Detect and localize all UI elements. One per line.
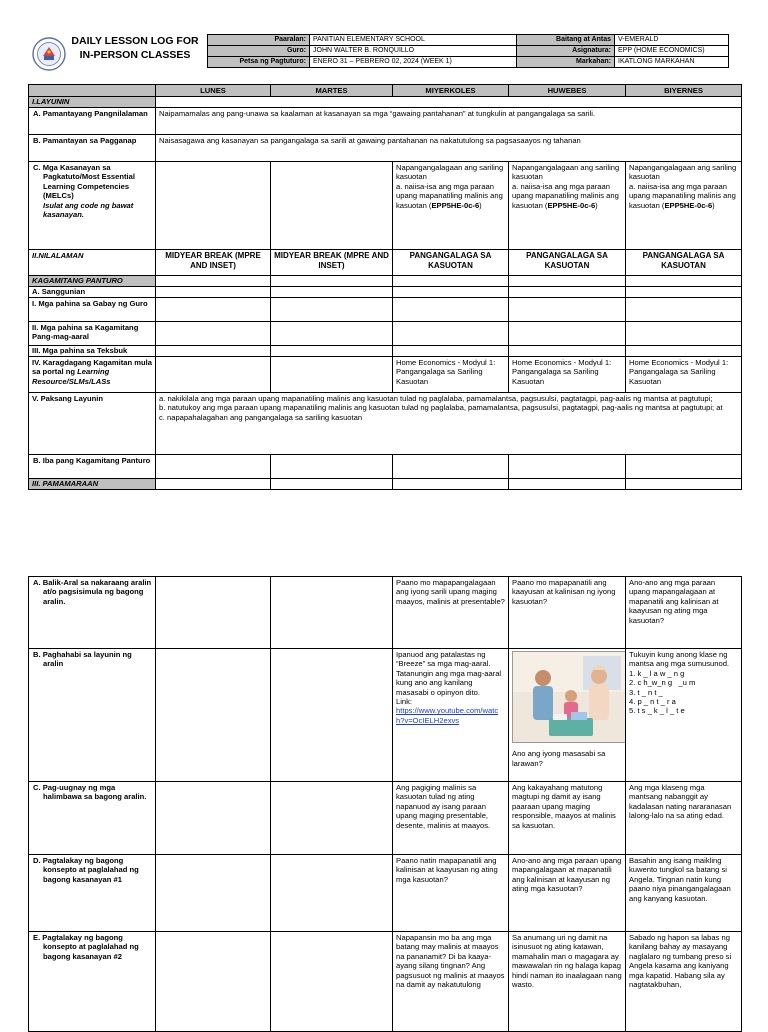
melc-text-end: ) (595, 200, 598, 210)
day-header-lunes: LUNES (156, 85, 271, 97)
mantsa-item-2: 2. c h_w_n g _u m (629, 678, 696, 688)
gabay-guro-label: I. Mga pahina sa Gabay ng Guro (29, 298, 156, 322)
title-line-1: DAILY LESSON LOG FOR (71, 35, 199, 47)
balik-aral-row (29, 577, 742, 649)
melc-code: EPP5HE-0c-6 (431, 200, 480, 210)
balik-aral-huwebes: Paano mo mapapanatili ang kaayusan at kalinisan ng iyong kasuotan? (509, 577, 626, 649)
karagdagang-kagamitan-label (29, 357, 156, 393)
melc-code: EPP5HE-0c-6 (664, 200, 713, 210)
asignatura-label: Asignatura: (517, 46, 615, 57)
modyul-miyerkoles: Home Economics - Modyul 1: Pangangalaga sa Sariling Kasuotan (393, 357, 509, 393)
melc-label: C. Mga Kasanayan sa Pagkatuto/Most Essential Learning Competencies (MELCs) (33, 163, 135, 201)
paghahabi-row (29, 649, 742, 782)
paghahabi-miyerkoles (393, 649, 509, 782)
melc-text-end: ) (712, 200, 715, 210)
mantsa-item-1: 1. k _ l a w _ n g (629, 668, 685, 678)
pag-uugnay-row (29, 782, 742, 855)
layunin-section-label: I.LAYUNIN (29, 97, 156, 108)
pagtalakay-2-row (29, 932, 742, 1032)
pag-uugnay-huwebes: Ang kakayahang matutong magtupi ng damit ay isang paaraan upang maging responsible, maayos at malinis sa kasuotan. (509, 782, 626, 855)
day-header-martes: MARTES (271, 85, 393, 97)
corner-cell (29, 85, 156, 97)
paksang-layunin-label: V. Paksang Layunin (29, 393, 156, 455)
melc-text: Napangangalagaan ang sariling kasuotan a. naiisa-isa ang mga paraan upang mapanatiling malinis ang kasuotan ( (396, 163, 504, 210)
nilalaman-huwebes: PANGANGALAGA SA KASUOTAN (509, 250, 626, 276)
iba-pang-kagamitan-row (29, 455, 742, 479)
lesson-log-table (28, 84, 742, 490)
layunin-section-empty (156, 97, 742, 108)
melc-lunes (156, 162, 271, 250)
day-header-biyernes: BIYERNES (626, 85, 742, 97)
paksang-item-a: a. nakikilala ang mga paraan upang mapanatiling malinis ang kasuotan tulad ng paglalaba, pamamalantsa, pagsusulsi, pagtatagpi, pag-aalis ng mantsa at pagtutupi; (159, 394, 713, 403)
day-header-huwebes: HUWEBES (509, 85, 626, 97)
pagtalakay-2-label: E. Pagtalakay ng bagong konsepto at paglalahad ng bagong kasanayan #2 (29, 932, 156, 1032)
pag-uugnay-biyernes: Ang mga klaseng mga mantsang nabanggit ay kadalasan nating nararanasan lalong-lalo na sa ating edad. (626, 782, 742, 855)
melc-note: Isulat ang code ng bawat kasanayan. (43, 200, 134, 220)
balik-aral-biyernes: Ano-ano ang mga paraan upang mapangalagaan at mapanatili ang kalinisan at kaayusan ng ating mga kasuotan? (626, 577, 742, 649)
pamantayang-pangnilalaman-label: A. Pamantayang Pangnilalaman (29, 108, 156, 135)
nilalaman-biyernes: PANGANGALAGA SA KASUOTAN (626, 250, 742, 276)
teksbuk-row (29, 346, 742, 357)
pamamaraan-section-label: III. PAMAMARAAN (29, 479, 156, 490)
sanggunian-row (29, 287, 742, 298)
youtube-link[interactable]: https://www.youtube.com/watch?v=OcIELH2exvs (396, 706, 499, 725)
paksang-layunin-row (29, 393, 742, 455)
pamantayan-pagganap-row (29, 135, 742, 162)
mantsa-intro: Tukuyin kung anong klase ng mantsa ang mga sumusunod. (629, 650, 730, 669)
melc-text: Napangangalagaan ang sariling kasuotan a. naiisa-isa ang mga paraan upang mapanatiling malinis ang kasuotan ( (512, 163, 620, 210)
pamamaraan-table (28, 576, 742, 1032)
kagamitan-section-label: KAGAMITANG PANTURO (29, 276, 156, 287)
pamantayan-pagganap-label: B. Pamantayan sa Pagganap (29, 135, 156, 162)
pag-uugnay-label: C. Pag-uugnay ng mga halimbawa sa bagong aralin. (29, 782, 156, 855)
pagtalakay-1-huwebes: Ano-ano ang mga paraan upang mapangalagaan at mapanatili ang kalinisan at kaayusan ng ating mga kasuotan? (509, 855, 626, 932)
day-header-row (29, 85, 742, 97)
petsa-value: ENERO 31 – PEBRERO 02, 2024 (WEEK 1) (310, 57, 517, 68)
mantsa-item-3: 3. t _ n t _ (629, 687, 663, 697)
melc-text-end: ) (479, 200, 482, 210)
melc-text: Napangangalagaan ang sariling kasuotan a. naiisa-isa ang mga paraan upang mapanatiling malinis ang kasuotan ( (629, 163, 737, 210)
melc-huwebes (509, 162, 626, 250)
pagtalakay-1-biyernes: Basahin ang isang maikling kuwento tungkol sa batang si Angela. Tingnan natin kung paano niya pinangangalagaan ang kanyang kasuotan. (626, 855, 742, 932)
sanggunian-label: A. Sanggunian (29, 287, 156, 298)
nilalaman-row (29, 250, 742, 276)
melc-label-cell (29, 162, 156, 250)
breeze-instruction: Ipanuod ang patalastas ng “Breeze” sa mga mag-aaral. Tatanungin ang mga mag-aaral kung ano ang kanilang masasabi o opinyon dito. Link: (396, 650, 502, 707)
paaralan-label: Paaralan: (208, 35, 310, 46)
layunin-section-row (29, 97, 742, 108)
melc-miyerkoles (393, 162, 509, 250)
kagamitang-mag-aaral-row (29, 322, 742, 346)
paghahabi-biyernes (626, 649, 742, 782)
larawan-question: Ano ang iyong masasabi sa larawan? (512, 749, 606, 768)
melc-martes (271, 162, 393, 250)
modyul-biyernes: Home Economics - Modyul 1: Pangangalaga sa Sariling Kasuotan (626, 357, 742, 393)
family-laundry-photo (512, 651, 626, 743)
guro-value: JOHN WALTER B. RONQUILLO (310, 46, 517, 57)
paghahabi-label: B. Paghahabi sa layunin ng aralin (29, 649, 156, 782)
mantsa-item-4: 4. p _ n t _ r a (629, 697, 676, 707)
day-header-miyerkoles: MIYERKOLES (393, 85, 509, 97)
nilalaman-martes: MIDYEAR BREAK (MPRE AND INSET) (271, 250, 393, 276)
pagtalakay-2-biyernes: Sabado ng hapon sa labas ng kanilang bahay ay masayang naglalaro ng tumbang preso si Angela kasama ang kaniyang mga kapatid. Habang sila ay nagtatakbuhan, (626, 932, 742, 1032)
gabay-guro-row (29, 298, 742, 322)
pagtalakay-2-miyerkoles: Napapansin mo ba ang mga batang may malinis at maayos na pananamit? Di ba kaaya-ayang silang tingnan? Ang pagsusuot ng malinis at maayos na damit ay nakatutulong (393, 932, 509, 1032)
kagamitan-section-row (29, 276, 742, 287)
asignatura-value: EPP (HOME ECONOMICS) (615, 46, 729, 57)
pamantayang-pangnilalaman-row (29, 108, 742, 135)
markahan-value: IKATLONG MARKAHAN (615, 57, 729, 68)
baitang-label: Baitang at Antas (517, 35, 615, 46)
balik-aral-miyerkoles: Paano mo mapapangalagaan ang iyong sarili upang maging maayos, malinis at presentable? (393, 577, 509, 649)
kagamitang-mag-aaral-label: II. Mga pahina sa Kagamitang Pang-mag-aaral (29, 322, 156, 346)
pamantayang-pangnilalaman-text: Naipamamalas ang pang-unawa sa kaalaman at kasanayan sa mga “gawaing pantahanan” at tungkulin at pangangalaga sa sarili. (156, 108, 742, 135)
title-line-2: IN-PERSON CLASSES (79, 49, 191, 61)
melc-biyernes (626, 162, 742, 250)
markahan-label: Markahan: (517, 57, 615, 68)
paksang-layunin-cell (156, 393, 742, 455)
nilalaman-miyerkoles: PANGANGALAGA SA KASUOTAN (393, 250, 509, 276)
pagtalakay-2-huwebes: Sa anumang uri ng damit na isinusuot ng ating katawan, mamahalin man o magagara ay mawawalan rin ng halaga kapag hindi naman ito inaalagaan nang wasto. (509, 932, 626, 1032)
paksang-item-b: b. natutukoy ang mga paraan upang mapanatiling malinis ang kasuotan tulad ng paglalaba, pamamalantsa, pagsusulsi, pagtatagpi, pag-aalis ng mantsa at pagtutupi; at (159, 403, 723, 413)
pagtalakay-1-row (29, 855, 742, 932)
nilalaman-label: II.NILALAMAN (29, 250, 156, 276)
guro-label: Guro: (208, 46, 310, 57)
pag-uugnay-miyerkoles: Ang pagiging malinis sa kasuotan tulad ng ating napanuod ay isang paraan upang maging presentable, desente, malinis at maayos. (393, 782, 509, 855)
mantsa-item-5: 5. t s _ k _ l _ t e (629, 706, 685, 716)
petsa-label: Petsa ng Pagtuturo: (208, 57, 310, 68)
iba-pang-kagamitan-label: B. Iba pang Kagamitang Panturo (29, 455, 156, 479)
melc-code: EPP5HE-0c-6 (547, 200, 596, 210)
nilalaman-lunes: MIDYEAR BREAK (MPRE AND INSET) (156, 250, 271, 276)
balik-aral-label: A. Balik-Aral sa nakaraang aralin at/o pagsisimula ng bagong aralin. (29, 577, 156, 649)
baitang-value: V-EMERALD (615, 35, 729, 46)
pagtalakay-1-miyerkoles: Paano natin mapapanatili ang kalinisan at kaayusan ng ating mga kasuotan? (393, 855, 509, 932)
deped-seal-logo (32, 37, 66, 71)
karagdagang-label-italic: Learning Resource/SLMs/LASs (32, 367, 111, 386)
paaralan-value: PANITIAN ELEMENTARY SCHOOL (310, 35, 517, 46)
pamantayan-pagganap-text: Naisasagawa ang kasanayan sa pangangalaga sa sarili at gawaing pantahanan na nakatutulong sa pagsasaayos ng tahanan (156, 135, 742, 162)
class-info-table (516, 34, 729, 68)
teksbuk-label: III. Mga pahina sa Teksbuk (29, 346, 156, 357)
document-title (64, 34, 206, 62)
paksang-item-c: c. napapahalagahan ang pangangalaga sa sariling kasuotan (159, 412, 363, 422)
melc-row (29, 162, 742, 250)
pagtalakay-1-label: D. Pagtalakay ng bagong konsepto at paglalahad ng bagong kasanayan #1 (29, 855, 156, 932)
karagdagang-kagamitan-row (29, 357, 742, 393)
paghahabi-huwebes (509, 649, 626, 782)
karagdagang-label-text: IV. Karagdagang Kagamitan mula sa portal ng (32, 358, 152, 377)
pamamaraan-section-row (29, 479, 742, 490)
modyul-huwebes: Home Economics - Modyul 1: Pangangalaga sa Sariling Kasuotan (509, 357, 626, 393)
school-info-table (207, 34, 517, 68)
